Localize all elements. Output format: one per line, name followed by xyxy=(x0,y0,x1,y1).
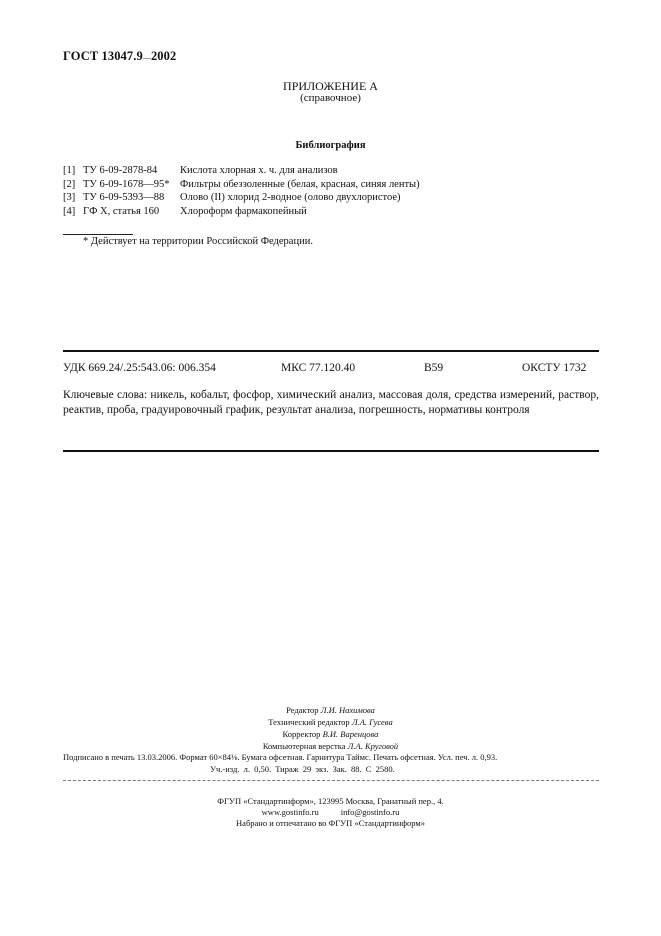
credit-name: Л.И. Нахимова xyxy=(320,705,375,715)
appendix-subtitle: (справочное) xyxy=(300,92,361,104)
credit-tech-editor xyxy=(0,716,661,728)
bib-text: Хлороформ фармакопейный xyxy=(180,205,307,217)
footnote: * Действует на территории Российской Федерации. xyxy=(83,236,313,247)
credits-block xyxy=(0,704,661,752)
bib-text: Кислота хлорная х. ч. для анализов xyxy=(180,165,338,176)
publisher-site: www.gostinfo.ru xyxy=(261,807,319,817)
bib-code: ТУ 6-09-1678—95* xyxy=(83,178,170,190)
page-header xyxy=(63,49,176,64)
header-dash: — xyxy=(142,53,151,62)
bibliography-item xyxy=(63,178,420,192)
standard-year: 2002 xyxy=(150,49,177,63)
credit-editor xyxy=(0,704,661,716)
b-code: В59 xyxy=(424,362,444,374)
publisher-block xyxy=(0,796,661,829)
divider-bottom xyxy=(63,450,599,452)
credit-role: Технический редактор xyxy=(268,717,350,727)
bibliography-item xyxy=(63,191,420,205)
bib-num: [3] xyxy=(63,192,76,204)
publisher-address: ФГУП «Стандартинформ», 123995 Москва, Гранатный пер., 4. xyxy=(217,796,444,806)
publisher-contacts xyxy=(0,807,661,818)
divider-top xyxy=(63,350,599,352)
publisher-email: info@gostinfo.ru xyxy=(340,807,400,817)
credit-layout xyxy=(0,740,661,752)
standard-number: ГОСТ 13047.9 xyxy=(63,49,143,63)
bibliography-title: Библиография xyxy=(295,140,366,151)
appendix-title: ПРИЛОЖЕНИЕ А xyxy=(283,79,378,93)
bib-num: [2] xyxy=(63,178,76,190)
print-info-line2: Уч.-изд. л. 0,50. Тираж 29 экз. Зак. 88. С 2580. xyxy=(210,764,395,774)
bib-num: [4] xyxy=(63,205,76,217)
footnote-separator xyxy=(63,234,133,235)
udk-code: УДК 669.24/.25:543.06: 006.354 xyxy=(63,362,216,374)
bib-num: [1] xyxy=(63,165,76,176)
bib-text: Фильтры обеззоленные (белая, красная, синяя ленты) xyxy=(180,178,420,190)
publisher-printed: Набрано и отпечатано во ФГУП «Стандартинформ» xyxy=(236,818,425,828)
credit-name: Л.А. Круговой xyxy=(347,741,399,751)
bib-code: ТУ 6-09-5393—88 xyxy=(83,192,165,204)
dashed-divider xyxy=(63,780,599,781)
credit-proofreader xyxy=(0,728,661,740)
bibliography-item xyxy=(63,205,420,219)
bib-code: ГФ X, статья 160 xyxy=(83,205,160,217)
okstu-code: ОКСТУ 1732 xyxy=(522,362,587,374)
keywords: Ключевые слова: никель, кобальт, фосфор, химический анализ, массовая доля, средства измерений, раствор, реактив, проба, градуировочный график, результат анализа, погрешность, нормативы контроля xyxy=(63,389,599,416)
credit-name: В.И. Варенцова xyxy=(322,729,379,739)
print-info-line1: Подписано в печать 13.03.2006. Формат 60×84⅛. Бумага офсетная. Гарнитура Таймс. Печать офсетная. Усл. печ. л. 0,93. xyxy=(63,752,498,762)
bibliography-item xyxy=(63,164,420,178)
bibliography-list xyxy=(63,164,420,218)
credit-role: Редактор xyxy=(286,705,319,715)
bib-code: ТУ 6-09-2878-84 xyxy=(83,165,158,176)
mks-code: МКС 77.120.40 xyxy=(281,362,356,374)
credit-role: Компьютерная верстка xyxy=(262,741,346,751)
credit-role: Корректор xyxy=(282,729,321,739)
bib-text: Олово (II) хлорид 2-водное (олово двухлористое) xyxy=(180,192,401,204)
credit-name: Л.А. Гусева xyxy=(351,717,393,727)
